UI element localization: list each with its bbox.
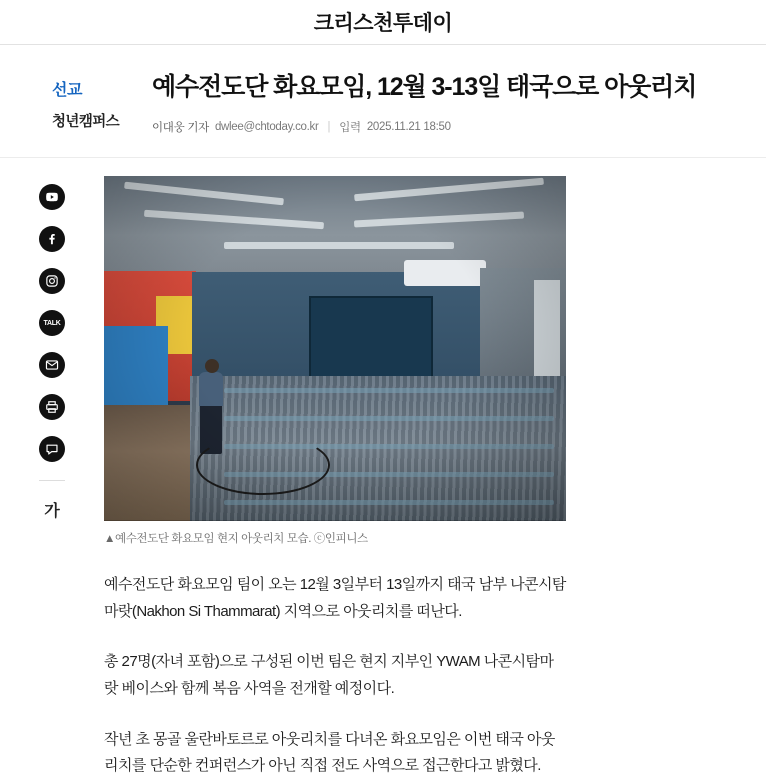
page-title: 예수전도단 화요모임, 12월 3-13일 태국으로 아웃리치 <box>152 73 697 101</box>
youtube-icon[interactable] <box>39 184 65 210</box>
comment-icon[interactable] <box>39 436 65 462</box>
category-main-link[interactable]: 선교 <box>52 82 82 99</box>
kakaotalk-icon[interactable]: TALK <box>39 310 65 336</box>
paragraph: 예수전도단 화요모임 팀이 오는 12월 3일부터 13일까지 태국 남부 나콘시탐마랏(Nakhon Si Thammarat) 지역으로 아웃리치를 떠난다. <box>104 576 566 620</box>
site-title[interactable]: 크리스천투데이 <box>313 12 453 35</box>
byline-date-label: 입력 <box>339 122 361 134</box>
rail-divider <box>39 480 65 481</box>
email-icon[interactable] <box>39 352 65 378</box>
byline-author: 이대웅 기자 <box>152 122 209 134</box>
article-content <box>104 176 736 780</box>
category-column <box>52 71 150 135</box>
byline-date: 2025.11.21 18:50 <box>366 121 451 133</box>
article-body-wrapper <box>0 158 766 780</box>
paragraph: 작년 초 몽골 울란바토르로 아웃리치를 다녀온 화요모임은 이번 태국 아웃리치를 단순한 컨퍼런스가 아닌 직접 전도 사역으로 접근한다고 밝혔다. <box>104 730 555 775</box>
photo-caption: ▲예수전도단 화요모임 현지 아웃리치 모습. ⓒ인피니스 <box>104 533 368 545</box>
category-sub-link[interactable]: 청년캠퍼스 <box>52 114 120 130</box>
print-icon[interactable] <box>39 394 65 420</box>
site-masthead <box>0 0 766 45</box>
font-size-icon[interactable]: 가 <box>44 503 60 520</box>
share-rail <box>0 176 104 780</box>
headline-column <box>150 71 736 135</box>
byline <box>152 119 736 135</box>
facebook-icon[interactable] <box>39 226 65 252</box>
instagram-icon[interactable] <box>39 268 65 294</box>
article-photo <box>104 176 566 521</box>
paragraph: 총 27명(자녀 포함)으로 구성된 이번 팀은 현지 지부인 YWAM 나콘시탐마랏 베이스와 함께 복음 사역을 전개할 예정이다. <box>104 653 554 698</box>
article-paragraphs <box>104 572 566 780</box>
byline-separator: | <box>327 121 331 133</box>
article-header <box>0 45 766 158</box>
byline-email[interactable]: dwlee@chtoday.co.kr <box>214 121 319 133</box>
